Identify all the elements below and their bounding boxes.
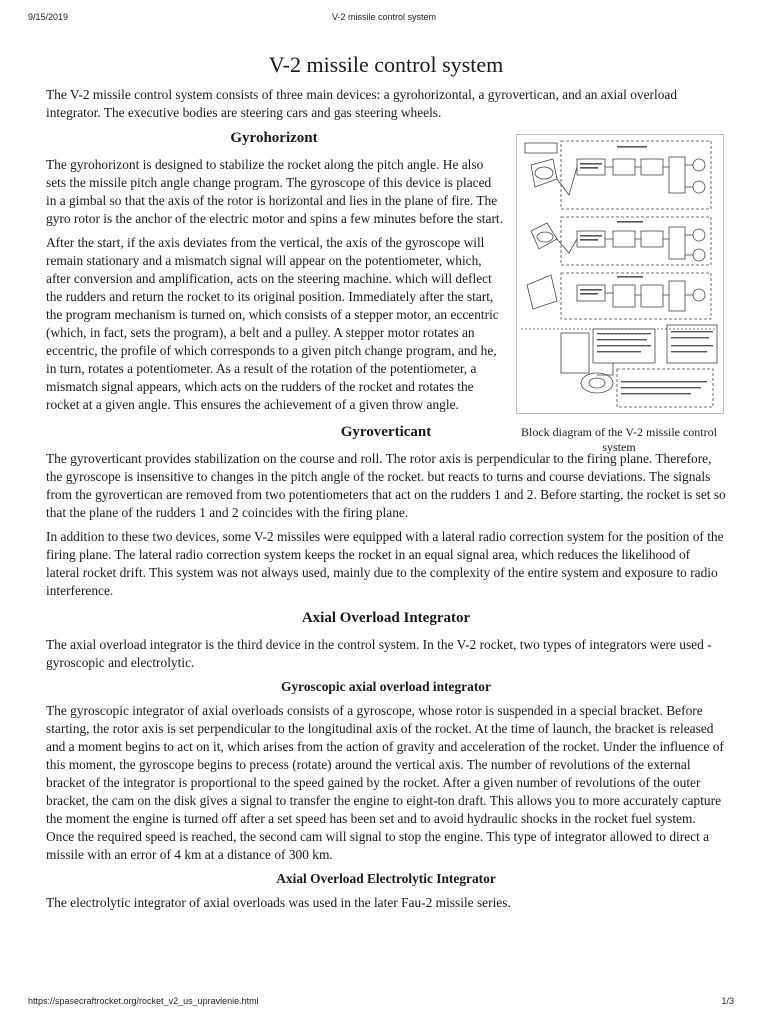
heading-electrolytic-integrator: Axial Overload Electrolytic Integrator [276,871,496,886]
gyrohorizont-paragraph-2: After the start, if the axis deviates from the vertical, the axis of the gyroscope will remain stationary and a mismatch signal will appear on the potentiometer, which, after conversion and amplification, acts on the steering machine. which will deflect the rudders and return the rocket to its original position. Immediately after the start, the program mechanism is turned on, which consists of a stepper motor, an eccentric (which, in fact, sets the program), a belt and a pulley. A stepper motor rotates an eccentric, the profile of which corresponds to a given pitch change program, and he, in turn, rotates a potentiometer. As a result of the rotation of the potentiometer, a mismatch signal appears, which acts on the rudders of the rocket and rotates the rocket at a given angle. This ensures the achievement of a given throw angle. [46,235,499,412]
page-number: 1/3 [721,996,734,1006]
gyroverticant-paragraph-2: In addition to these two devices, some V-2 missiles were equipped with a lateral radio correction system for the position of the firing plane. The lateral radio correction system keeps the rocket in an equal signal area, which reduces the likelihood of lateral rocket drift. This system was not always used, mainly due to the complexity of the entire system and exposure to radio interference. [46,529,724,598]
print-title: V-2 missile control system [331,12,437,22]
figure-caption: Block diagram of the V-2 missile control system [521,425,717,454]
heading-gyroscopic-integrator: Gyroscopic axial overload integrator [281,679,491,694]
gyroscopic-integrator-paragraph: The gyroscopic integrator of axial overloads consists of a gyroscope, whose rotor is suspended in a special bracket. Before starting, the rotor axis is set perpendicular to the longitudinal axis of the rocket. At the time of launch, the bracket is released and a moment begins to act on it, which arises from the action of gravity and acceleration of the rocket. Under the influence of this moment, the gyroscope begins to precess (rotate) around the vertical axis. The number of revolutions of the external bracket of the integrator is proportional to the speed gained by the rocket. After a given number of revolutions of the outer bracket, the cam on the disk gives a signal to transfer the engine to eight-ton draft. This allows you to more accurately capture the moment the engine is turned off after a set speed has been set and to avoid hydraulic shocks in the rocket fuel system. Once the required speed is reached, the second cam will signal to stop the engine. This type of integrator allowed to direct a missile with an error of 4 km at a distance of 300 km. [46,703,724,862]
gyrohorizont-paragraph-1: The gyrohorizont is designed to stabilize the rocket along the pitch angle. He also sets the missile pitch angle change program. The gyroscope of this device is placed in a gimbal so that the axis of the rotor is horizontal and lies in the plane of fire. The gyro rotor is the anchor of the electric motor and spins a few minutes before the start. [46,157,503,226]
print-footer [0,996,768,1010]
gyroverticant-paragraph-1: The gyroverticant provides stabilization on the course and roll. The rotor axis is perpendicular to the firing plane. Therefore, the gyroscope is insensitive to changes in the pitch angle of the rocket. but reacts to turns and course deviations. The signals from the gyrovertican are removed from two potentiometers that act on the rudders 1 and 2. Before starting, the rocket is set so that the plane of the rudders 1 and 2 coincides with the firing plane. [46,451,726,520]
heading-gyroverticant: Gyroverticant [340,424,432,440]
intro-paragraph: The V-2 missile control system consists of three main devices: a gyrohorizontal, a gyrovertican, and an axial overload integrator. The executive bodies are steering cars and gas steering wheels. [46,87,678,120]
print-header [0,12,768,26]
left-column [46,128,504,414]
heading-gyrohorizont: Gyrohorizont [230,130,318,146]
block-diagram-image [516,134,724,414]
page-url: https://spasecraftrocket.org/rocket_v2_us_upravlenie.html [28,996,259,1006]
figure [512,134,726,455]
heading-axial-overload-integrator: Axial Overload Integrator [301,610,471,626]
print-date: 9/15/2019 [28,12,69,22]
electrolytic-integrator-paragraph: The electrolytic integrator of axial overloads was used in the later Fau-2 missile series. [46,895,511,910]
page-title: V-2 missile control system [268,52,504,77]
article [46,48,726,918]
axial-paragraph-1: The axial overload integrator is the third device in the control system. In the V-2 rocket, two types of integrators were used - gyroscopic and electrolytic. [46,637,712,670]
